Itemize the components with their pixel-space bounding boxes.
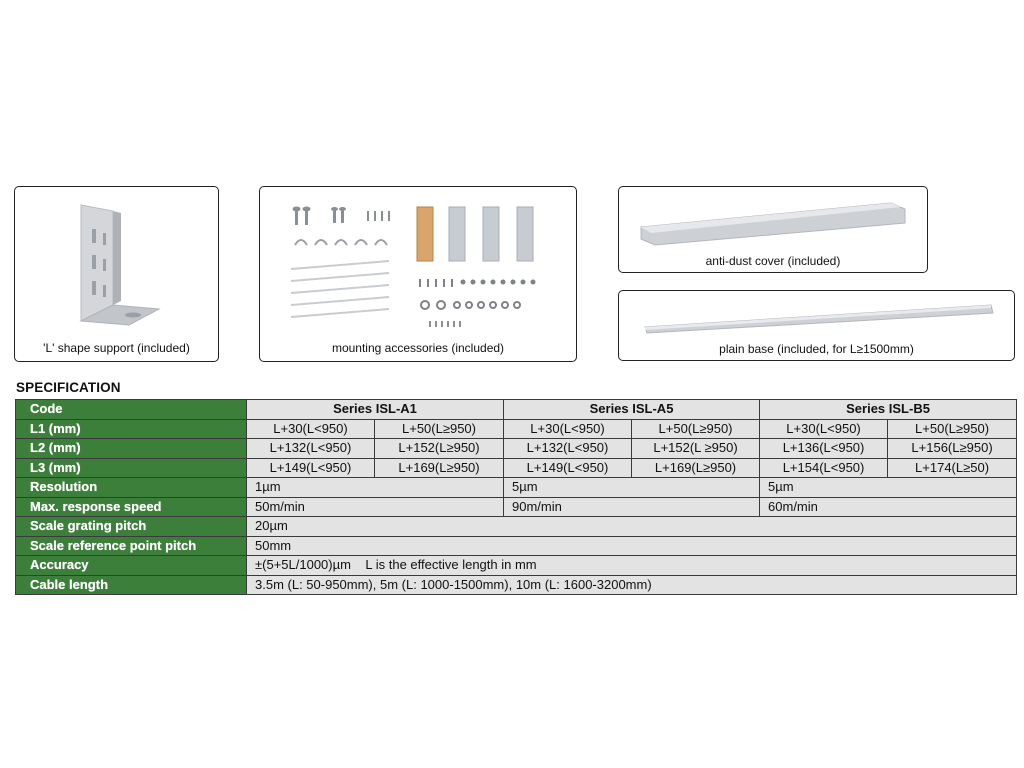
table-cell: 5µm [504,478,760,498]
series-header: Series ISL-B5 [760,400,1017,420]
row-label: L3 (mm) [16,458,247,478]
row-label: Cable length [16,575,247,595]
table-cell: 90m/min [504,497,760,517]
table-cell: L+30(L<950) [760,419,888,439]
table-cell: L+50(L≥950) [375,419,504,439]
table-row [16,497,1017,517]
table-cell: L+169(L≥950) [632,458,760,478]
plain-base-caption: plain base (included, for L≥1500mm) [719,342,914,356]
plain-base-image [643,299,1003,335]
table-cell: 5µm [760,478,1017,498]
row-label: L2 (mm) [16,439,247,459]
specification-heading: SPECIFICATION [16,380,121,395]
table-cell: L+132(L<950) [504,439,632,459]
anti-dust-cover-caption: anti-dust cover (included) [705,254,841,268]
table-cell: L+149(L<950) [504,458,632,478]
series-header: Series ISL-A5 [504,400,760,420]
table-cell: ±(5+5L/1000)µm L is the effective length in mm [247,556,1017,576]
row-label: Max. response speed [16,497,247,517]
table-row [16,556,1017,576]
anti-dust-cover-image [639,197,909,247]
table-row [16,536,1017,556]
table-cell: 60m/min [760,497,1017,517]
table-cell: 50mm [247,536,1017,556]
table-row [16,458,1017,478]
l-support-caption: 'L' shape support (included) [43,341,190,355]
mounting-accessories-image [269,199,569,334]
table-cell: L+50(L≥950) [888,419,1017,439]
table-cell: L+30(L<950) [247,419,375,439]
mounting-accessories-card [259,186,577,362]
table-cell: 50m/min [247,497,504,517]
row-label: Code [16,400,247,420]
mounting-accessories-caption: mounting accessories (included) [331,341,505,355]
anti-dust-cover-card [618,186,928,273]
row-label: Accuracy [16,556,247,576]
row-label: L1 (mm) [16,419,247,439]
table-row [16,400,1017,420]
table-row [16,439,1017,459]
table-cell: L+149(L<950) [247,458,375,478]
table-row [16,517,1017,537]
table-cell: L+152(L≥950) [375,439,504,459]
table-cell: L+174(L≥50) [888,458,1017,478]
table-row [16,419,1017,439]
row-label: Scale reference point pitch [16,536,247,556]
series-header: Series ISL-A1 [247,400,504,420]
table-row [16,575,1017,595]
specification-table [15,399,1017,595]
plain-base-card [618,290,1015,361]
table-cell: L+136(L<950) [760,439,888,459]
table-cell: L+169(L≥950) [375,458,504,478]
table-cell: 3.5m (L: 50-950mm), 5m (L: 1000-1500mm), 10m (L: 1600-3200mm) [247,575,1017,595]
table-row [16,478,1017,498]
table-cell: L+30(L<950) [504,419,632,439]
row-label: Scale grating pitch [16,517,247,537]
table-cell: L+154(L<950) [760,458,888,478]
table-cell: L+156(L≥950) [888,439,1017,459]
table-cell: L+50(L≥950) [632,419,760,439]
table-cell: 1µm [247,478,504,498]
l-support-image [73,201,173,331]
row-label: Resolution [16,478,247,498]
l-support-card [14,186,219,362]
table-cell: L+152(L ≥950) [632,439,760,459]
table-cell: 20µm [247,517,1017,537]
table-cell: L+132(L<950) [247,439,375,459]
